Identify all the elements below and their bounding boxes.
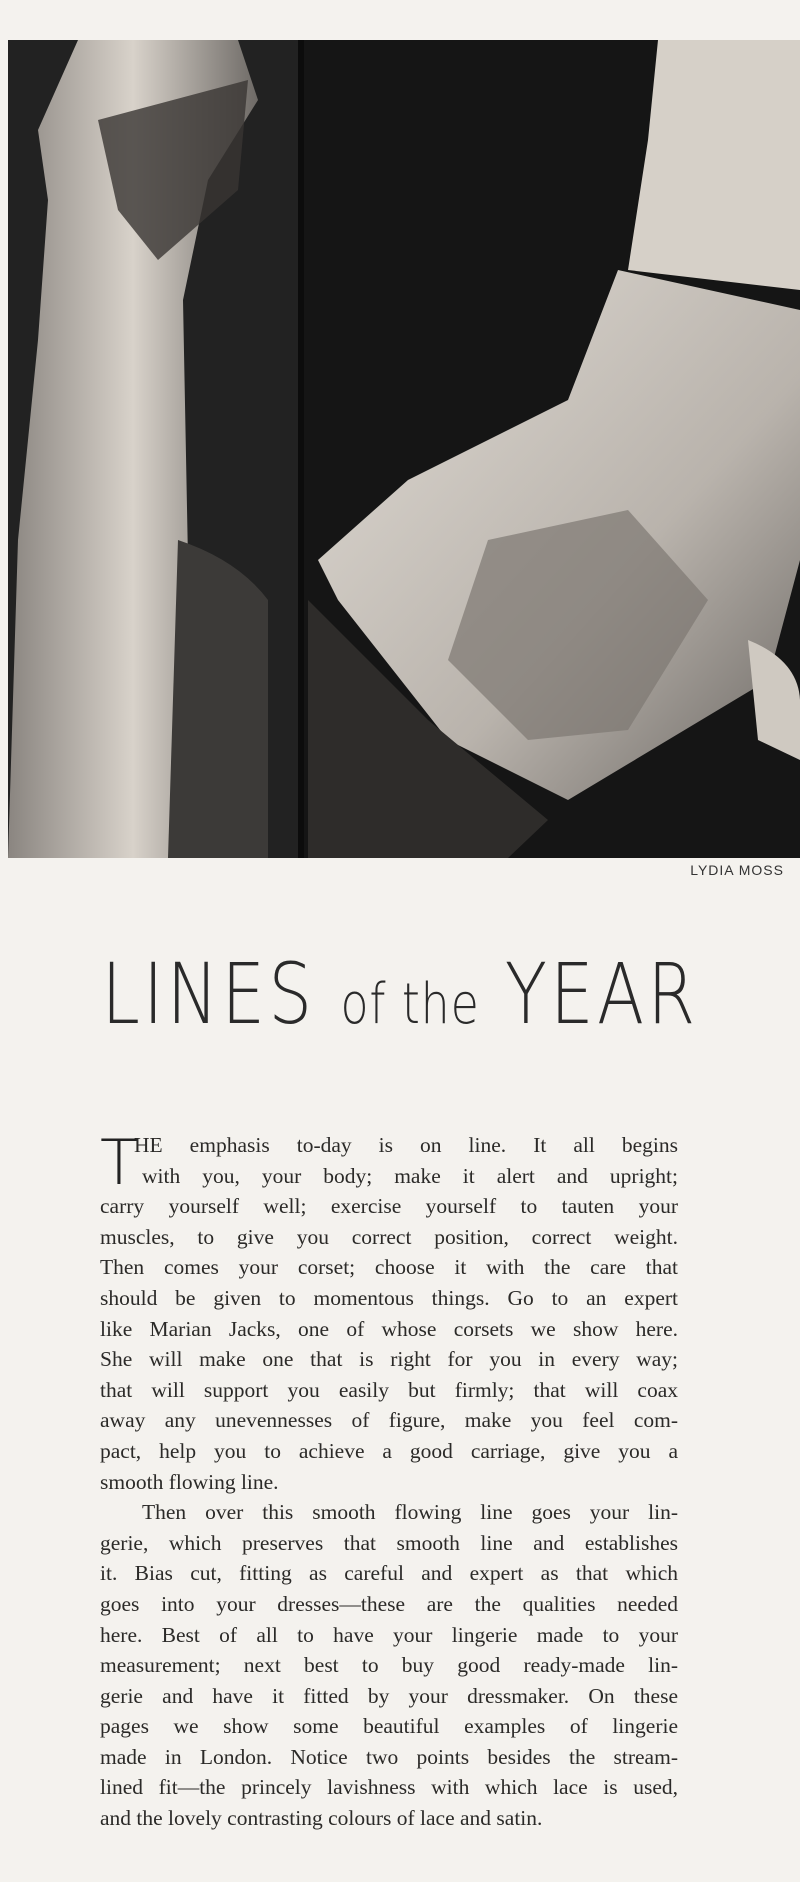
text-line: pages we show some beautiful examples of lingerie bbox=[100, 1714, 678, 1739]
text-line: with you, your body; make it alert and upright; bbox=[142, 1163, 678, 1188]
text-line: smooth flowing line. bbox=[100, 1469, 279, 1494]
text-line: away any unevennesses of figure, make you feel com- bbox=[100, 1408, 678, 1433]
text-line: should be given to momentous things. Go to an expert bbox=[100, 1285, 678, 1310]
text-line: here. Best of all to have your lingerie made to your bbox=[100, 1622, 678, 1647]
text-line: lined fit—the princely lavishness with which lace is used, bbox=[100, 1775, 678, 1800]
text-line: pact, help you to achieve a good carriage, give you a bbox=[100, 1438, 678, 1463]
text-line: carry yourself well; exercise yourself to tauten your bbox=[100, 1194, 678, 1219]
title-part-year: YEAR bbox=[504, 945, 699, 1043]
text-line: Then comes your corset; choose it with the care that bbox=[100, 1255, 678, 1280]
text-line: gerie, which preserves that smooth line and establishes bbox=[100, 1530, 678, 1555]
article-title bbox=[72, 945, 728, 1043]
lingerie-photograph bbox=[8, 40, 800, 858]
text-line: gerie and have it fitted by your dressmaker. On these bbox=[100, 1683, 678, 1708]
text-line: and the lovely contrasting colours of lace and satin. bbox=[100, 1806, 543, 1831]
article-body bbox=[100, 1126, 678, 1834]
drop-cap: T bbox=[100, 1126, 138, 1199]
text-line: it. Bias cut, fitting as careful and expert as that which bbox=[100, 1561, 678, 1586]
text-line: that will support you easily but firmly; that will coax bbox=[100, 1377, 678, 1402]
title-part-of-the: of the bbox=[340, 972, 480, 1037]
text-line: HE emphasis to-day is on line. It all begins bbox=[134, 1133, 678, 1157]
title-part-lines: LINES bbox=[101, 945, 316, 1043]
paragraph-2 bbox=[100, 1497, 678, 1834]
photo-credit: LYDIA MOSS bbox=[690, 862, 784, 878]
text-line: made in London. Notice two points besides the stream- bbox=[100, 1744, 678, 1769]
paragraph-1 bbox=[100, 1126, 678, 1497]
text-line: like Marian Jacks, one of whose corsets we show here. bbox=[100, 1316, 678, 1341]
text-line: She will make one that is right for you in every way; bbox=[100, 1347, 678, 1372]
text-line: goes into your dresses—these are the qualities needed bbox=[100, 1591, 678, 1616]
text-line: muscles, to give you correct position, correct weight. bbox=[100, 1224, 678, 1249]
text-line: Then over this smooth flowing line goes your lin- bbox=[142, 1500, 678, 1525]
photo-illustration bbox=[8, 40, 800, 858]
text-line: measurement; next best to buy good ready-made lin- bbox=[100, 1653, 678, 1678]
